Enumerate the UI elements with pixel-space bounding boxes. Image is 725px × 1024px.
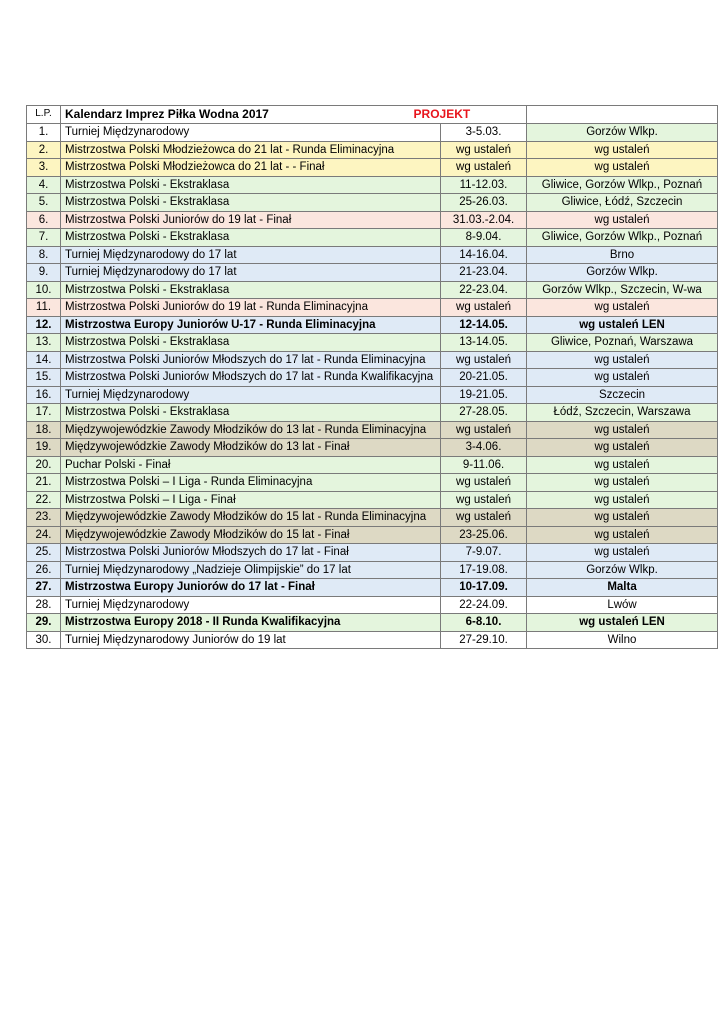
row-number: 21. bbox=[27, 474, 61, 492]
event-date: 9-11.06. bbox=[441, 456, 527, 474]
row-number: 23. bbox=[27, 509, 61, 527]
table-row bbox=[27, 124, 718, 142]
event-name: Mistrzostwa Polski - Ekstraklasa bbox=[61, 404, 441, 422]
event-date: 19-21.05. bbox=[441, 386, 527, 404]
table-row bbox=[27, 596, 718, 614]
event-name: Międzywojewódzkie Zawody Młodzików do 13 lat - Runda Eliminacyjna bbox=[61, 421, 441, 439]
row-number: 26. bbox=[27, 561, 61, 579]
event-place: wg ustaleń bbox=[527, 421, 718, 439]
event-date: 27-28.05. bbox=[441, 404, 527, 422]
event-date: 13-14.05. bbox=[441, 334, 527, 352]
event-date: wg ustaleń bbox=[441, 474, 527, 492]
row-number: 11. bbox=[27, 299, 61, 317]
row-number: 10. bbox=[27, 281, 61, 299]
row-number: 5. bbox=[27, 194, 61, 212]
header-lp: L.P. bbox=[27, 106, 61, 124]
event-place: wg ustaleń bbox=[527, 159, 718, 177]
calendar-rows bbox=[27, 124, 718, 649]
table-row bbox=[27, 211, 718, 229]
event-date: 27-29.10. bbox=[441, 631, 527, 649]
event-name: Międzywojewódzkie Zawody Młodzików do 15 lat - Runda Eliminacyjna bbox=[61, 509, 441, 527]
event-date: 23-25.06. bbox=[441, 526, 527, 544]
event-name: Puchar Polski - Finał bbox=[61, 456, 441, 474]
event-date: wg ustaleń bbox=[441, 421, 527, 439]
table-row bbox=[27, 316, 718, 334]
event-name: Mistrzostwa Polski Juniorów Młodszych do 17 lat - Runda Kwalifikacyjna bbox=[61, 369, 441, 387]
table-row bbox=[27, 614, 718, 632]
table-row bbox=[27, 246, 718, 264]
table-row bbox=[27, 194, 718, 212]
event-name: Turniej Międzynarodowy bbox=[61, 386, 441, 404]
event-place: Łódź, Szczecin, Warszawa bbox=[527, 404, 718, 422]
event-name: Mistrzostwa Polski - Ekstraklasa bbox=[61, 281, 441, 299]
event-place: Wilno bbox=[527, 631, 718, 649]
event-name: Mistrzostwa Polski Juniorów do 19 lat - Finał bbox=[61, 211, 441, 229]
event-date: wg ustaleń bbox=[441, 299, 527, 317]
event-date: 22-24.09. bbox=[441, 596, 527, 614]
table-row bbox=[27, 421, 718, 439]
event-place: Gliwice, Gorzów Wlkp., Poznań bbox=[527, 229, 718, 247]
event-date: 20-21.05. bbox=[441, 369, 527, 387]
table-row bbox=[27, 526, 718, 544]
table-row bbox=[27, 281, 718, 299]
table-row bbox=[27, 631, 718, 649]
event-date: 25-26.03. bbox=[441, 194, 527, 212]
row-number: 16. bbox=[27, 386, 61, 404]
header-empty bbox=[527, 106, 718, 124]
event-place: wg ustaleń LEN bbox=[527, 316, 718, 334]
table-row bbox=[27, 229, 718, 247]
table-row bbox=[27, 299, 718, 317]
event-place: wg ustaleń bbox=[527, 474, 718, 492]
event-name: Mistrzostwa Polski Młodzieżowca do 21 lat - - Finał bbox=[61, 159, 441, 177]
table-row bbox=[27, 159, 718, 177]
event-name: Turniej Międzynarodowy bbox=[61, 596, 441, 614]
event-date: wg ustaleń bbox=[441, 351, 527, 369]
event-date: 17-19.08. bbox=[441, 561, 527, 579]
row-number: 15. bbox=[27, 369, 61, 387]
event-name: Międzywojewódzkie Zawody Młodzików do 15 lat - Finał bbox=[61, 526, 441, 544]
event-name: Mistrzostwa Polski - Ekstraklasa bbox=[61, 176, 441, 194]
event-date: 31.03.-2.04. bbox=[441, 211, 527, 229]
calendar-title: Kalendarz Imprez Piłka Wodna 2017 bbox=[65, 107, 269, 121]
event-name: Mistrzostwa Europy Juniorów U-17 - Runda Eliminacyjna bbox=[61, 316, 441, 334]
event-date: wg ustaleń bbox=[441, 141, 527, 159]
event-place: Lwów bbox=[527, 596, 718, 614]
event-place: Gorzów Wlkp. bbox=[527, 264, 718, 282]
table-row bbox=[27, 456, 718, 474]
project-label: PROJEKT bbox=[413, 107, 471, 121]
row-number: 2. bbox=[27, 141, 61, 159]
event-place: Malta bbox=[527, 579, 718, 597]
row-number: 28. bbox=[27, 596, 61, 614]
row-number: 3. bbox=[27, 159, 61, 177]
event-name: Mistrzostwa Polski Juniorów do 19 lat - Runda Eliminacyjna bbox=[61, 299, 441, 317]
header-row bbox=[27, 106, 718, 124]
event-place: Gliwice, Poznań, Warszawa bbox=[527, 334, 718, 352]
table-row bbox=[27, 404, 718, 422]
row-number: 25. bbox=[27, 544, 61, 562]
event-name: Mistrzostwa Polski – I Liga - Runda Eliminacyjna bbox=[61, 474, 441, 492]
event-date: 22-23.04. bbox=[441, 281, 527, 299]
calendar-table bbox=[26, 105, 718, 649]
event-date: 10-17.09. bbox=[441, 579, 527, 597]
table-row bbox=[27, 579, 718, 597]
row-number: 24. bbox=[27, 526, 61, 544]
row-number: 1. bbox=[27, 124, 61, 142]
row-number: 30. bbox=[27, 631, 61, 649]
event-name: Mistrzostwa Polski - Ekstraklasa bbox=[61, 334, 441, 352]
row-number: 18. bbox=[27, 421, 61, 439]
event-name: Mistrzostwa Polski - Ekstraklasa bbox=[61, 229, 441, 247]
row-number: 6. bbox=[27, 211, 61, 229]
event-date: 3-5.03. bbox=[441, 124, 527, 142]
table-row bbox=[27, 509, 718, 527]
event-place: wg ustaleń LEN bbox=[527, 614, 718, 632]
event-date: 11-12.03. bbox=[441, 176, 527, 194]
table-row bbox=[27, 369, 718, 387]
table-row bbox=[27, 351, 718, 369]
event-date: 21-23.04. bbox=[441, 264, 527, 282]
event-place: Brno bbox=[527, 246, 718, 264]
table-row bbox=[27, 439, 718, 457]
event-place: wg ustaleń bbox=[527, 456, 718, 474]
event-date: wg ustaleń bbox=[441, 159, 527, 177]
event-place: wg ustaleń bbox=[527, 526, 718, 544]
event-place: Gorzów Wlkp. bbox=[527, 124, 718, 142]
event-date: wg ustaleń bbox=[441, 491, 527, 509]
row-number: 9. bbox=[27, 264, 61, 282]
row-number: 7. bbox=[27, 229, 61, 247]
event-date: 7-9.07. bbox=[441, 544, 527, 562]
event-place: wg ustaleń bbox=[527, 211, 718, 229]
event-place: wg ustaleń bbox=[527, 299, 718, 317]
event-place: Gliwice, Łódź, Szczecin bbox=[527, 194, 718, 212]
event-place: wg ustaleń bbox=[527, 351, 718, 369]
event-place: Gorzów Wlkp., Szczecin, W-wa bbox=[527, 281, 718, 299]
row-number: 4. bbox=[27, 176, 61, 194]
row-number: 13. bbox=[27, 334, 61, 352]
event-name: Turniej Międzynarodowy bbox=[61, 124, 441, 142]
table-row bbox=[27, 491, 718, 509]
event-name: Mistrzostwa Europy Juniorów do 17 lat - Finał bbox=[61, 579, 441, 597]
table-row bbox=[27, 334, 718, 352]
event-name: Mistrzostwa Polski – I Liga - Finał bbox=[61, 491, 441, 509]
table-row bbox=[27, 176, 718, 194]
event-name: Mistrzostwa Polski Juniorów Młodszych do 17 lat - Runda Eliminacyjna bbox=[61, 351, 441, 369]
event-date: 3-4.06. bbox=[441, 439, 527, 457]
table-row bbox=[27, 264, 718, 282]
table-row bbox=[27, 474, 718, 492]
event-name: Mistrzostwa Europy 2018 - II Runda Kwalifikacyjna bbox=[61, 614, 441, 632]
event-place: Gorzów Wlkp. bbox=[527, 561, 718, 579]
row-number: 12. bbox=[27, 316, 61, 334]
event-place: Gliwice, Gorzów Wlkp., Poznań bbox=[527, 176, 718, 194]
event-name: Mistrzostwa Polski Juniorów Młodszych do 17 lat - Finał bbox=[61, 544, 441, 562]
row-number: 20. bbox=[27, 456, 61, 474]
row-number: 17. bbox=[27, 404, 61, 422]
row-number: 8. bbox=[27, 246, 61, 264]
event-name: Turniej Międzynarodowy do 17 lat bbox=[61, 246, 441, 264]
event-name: Turniej Międzynarodowy Juniorów do 19 lat bbox=[61, 631, 441, 649]
row-number: 19. bbox=[27, 439, 61, 457]
event-date: 12-14.05. bbox=[441, 316, 527, 334]
event-name: Międzywojewódzkie Zawody Młodzików do 13 lat - Finał bbox=[61, 439, 441, 457]
table-row bbox=[27, 141, 718, 159]
table-row bbox=[27, 561, 718, 579]
event-place: Szczecin bbox=[527, 386, 718, 404]
header-title-cell bbox=[61, 106, 527, 124]
row-number: 14. bbox=[27, 351, 61, 369]
event-name: Turniej Międzynarodowy do 17 lat bbox=[61, 264, 441, 282]
event-date: 14-16.04. bbox=[441, 246, 527, 264]
row-number: 29. bbox=[27, 614, 61, 632]
event-name: Turniej Międzynarodowy „Nadzieje Olimpijskie” do 17 lat bbox=[61, 561, 441, 579]
event-name: Mistrzostwa Polski Młodzieżowca do 21 lat - Runda Eliminacyjna bbox=[61, 141, 441, 159]
event-date: wg ustaleń bbox=[441, 509, 527, 527]
event-place: wg ustaleń bbox=[527, 509, 718, 527]
event-name: Mistrzostwa Polski - Ekstraklasa bbox=[61, 194, 441, 212]
event-place: wg ustaleń bbox=[527, 491, 718, 509]
event-place: wg ustaleń bbox=[527, 439, 718, 457]
table-row bbox=[27, 386, 718, 404]
row-number: 27. bbox=[27, 579, 61, 597]
event-place: wg ustaleń bbox=[527, 369, 718, 387]
event-place: wg ustaleń bbox=[527, 544, 718, 562]
table-row bbox=[27, 544, 718, 562]
row-number: 22. bbox=[27, 491, 61, 509]
event-place: wg ustaleń bbox=[527, 141, 718, 159]
event-date: 6-8.10. bbox=[441, 614, 527, 632]
event-date: 8-9.04. bbox=[441, 229, 527, 247]
